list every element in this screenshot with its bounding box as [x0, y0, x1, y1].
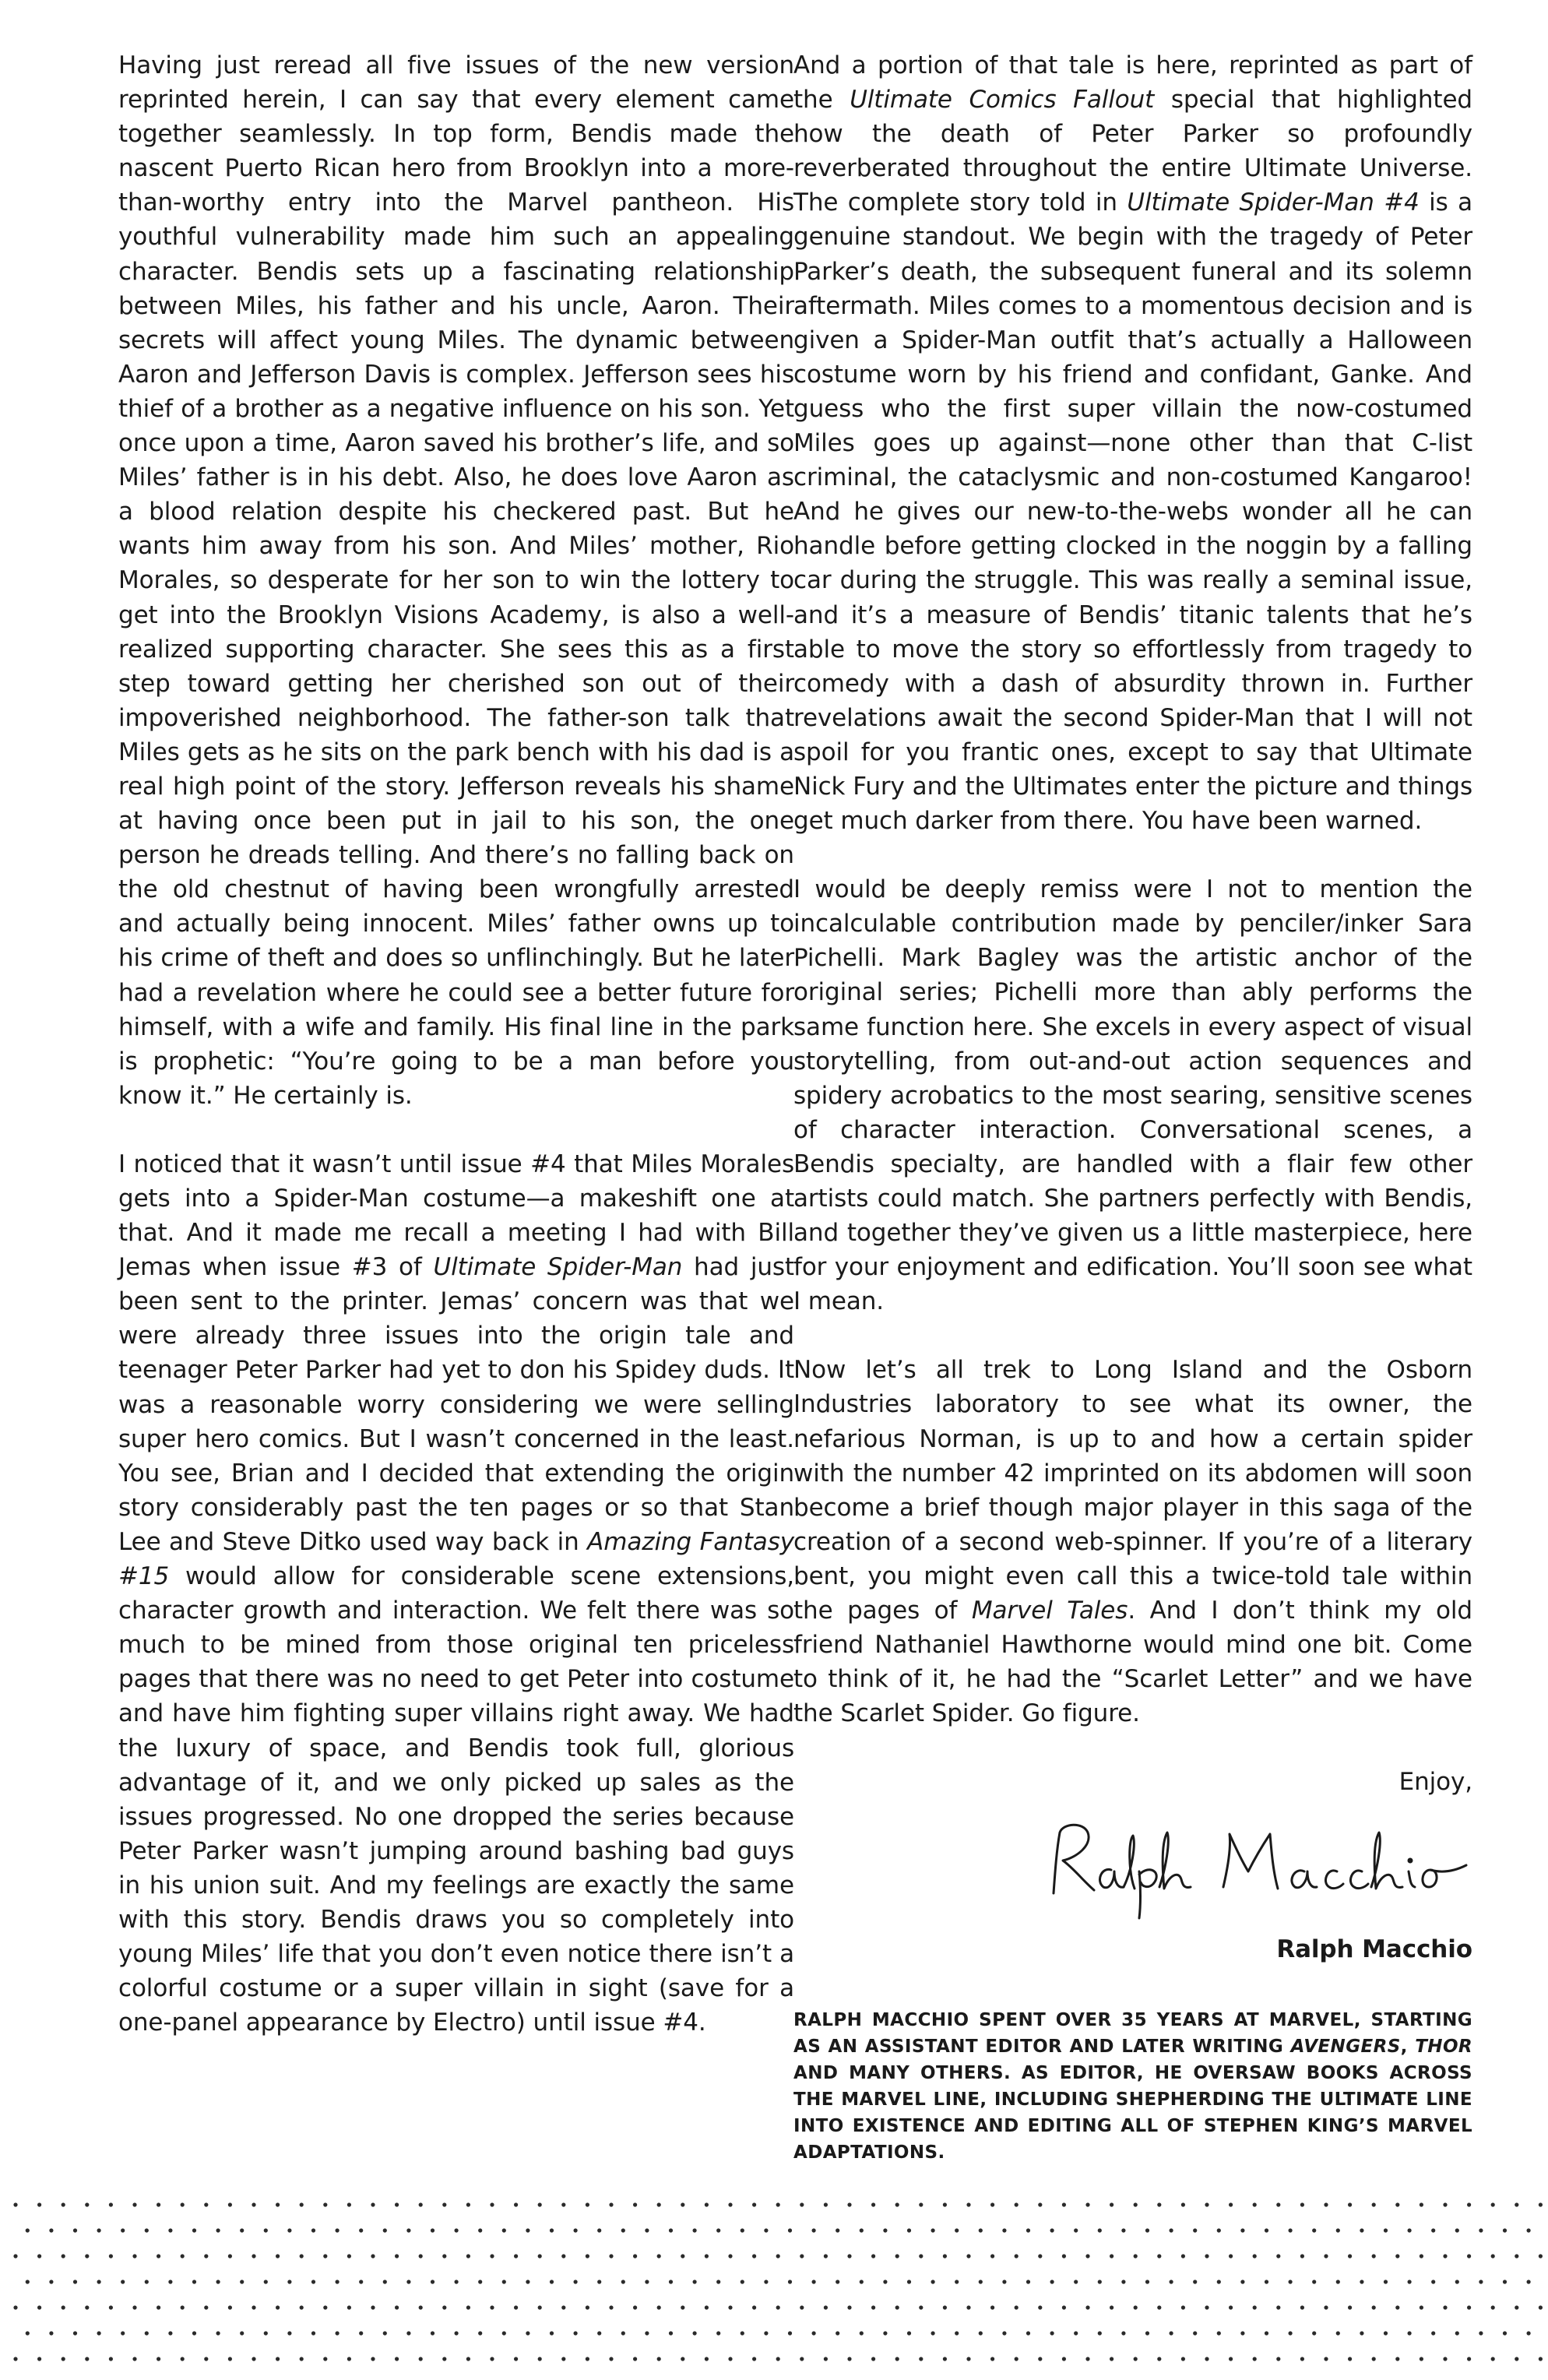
- book-title: AVENGERS: [1290, 2036, 1401, 2057]
- text-run: I noticed that it wasn’t until issue #4 that Miles Morales gets into a Spider-Man costume—a makeshift one at that. And it made me recall a meeting I had with Bill Jemas when issue #3 of: [118, 1150, 794, 1282]
- book-title: Marvel Tales: [971, 1597, 1128, 1625]
- text-run: And a portion of that tale is here, reprinted as part of the: [793, 51, 1472, 114]
- paragraph-right-2: I would be deeply remiss were I not to mention the incalculable contribution made by penciler/inker Sara Pichelli. Mark Bagley was the artistic anchor of the original series; Pichelli more than ably performs the same function here. She excels in every aspect of visual storytelling, from out-and-out action sequences and spidery acrobatics to the most searing, sensitive scenes of character interaction. Conversational scenes, a Bendis specialty, are handled with a flair few other artists could match. She partners perfectly with Bendis, and together they’ve given us a little masterpiece, here for your enjoyment and edification. You’ll soon see what I mean.: [793, 875, 1472, 1316]
- text-run: had just been sent to the printer. Jemas’ concern was that we were already three issues into the origin tale and teenager Peter Parker had yet to don his Spidey duds. It was a reasonable worry considering we were selling super hero comics. But I wasn’t concerned in the least. You see, Brian and I decided that extending the origin story considerably past the ten pages or so that Stan Lee and Steve Ditko used way back in: [118, 1253, 794, 1556]
- text-run: RALPH MACCHIO SPENT OVER 35 YEARS AT MARVEL, STARTING AS AN ASSISTANT EDITOR AND LATER WRITING: [793, 2009, 1472, 2057]
- text-run: . And I don’t think my old friend Nathaniel Hawthorne would mind one bit. Come to think of it, he had the “Scarlet Letter” and we have the Scarlet Spider. Go figure.: [793, 1597, 1473, 1728]
- right-column: [793, 48, 1472, 2166]
- paragraph-left-2: [118, 1147, 794, 2040]
- text-run: ,: [1400, 2036, 1416, 2057]
- paragraph-right-1: [793, 48, 1472, 838]
- book-title: THOR: [1415, 2036, 1473, 2057]
- halftone-dot-border: [0, 2200, 1548, 2380]
- signature: [1036, 1809, 1472, 1926]
- book-title: Ultimate Spider-Man: [433, 1253, 683, 1282]
- text-run: Now let’s all trek to Long Island and the Osborn Industries laboratory to see what its owner, the nefarious Norman, is up to and how a certain spider with the number 42 imprinted on its abdomen will soon become a brief though major player in this saga of the creation of a second web-spinner. If you’re of a literary bent, you might even call this a twice-told tale within the pages of: [793, 1356, 1472, 1625]
- book-title: Ultimate Spider-Man #4: [1127, 188, 1420, 217]
- left-column: [118, 48, 794, 2040]
- author-name: Ralph Macchio: [1276, 1935, 1472, 1963]
- text-run: AND MANY OTHERS. AS EDITOR, HE OVERSAW BOOKS ACROSS THE MARVEL LINE, INCLUDING SHEPHERDING THE ULTIMATE LINE INTO EXISTENCE AND EDITING ALL OF STEPHEN KING’S MARVEL ADAPTATIONS.: [793, 2062, 1472, 2163]
- paragraph-left-1: Having just reread all five issues of the new version reprinted herein, I can say that every element came together seamlessly. In top form, Bendis made the nascent Puerto Rican hero from Brooklyn into a more-than-worthy entry into the Marvel pantheon. His youthful vulnerability made him such an appealing character. Bendis sets up a fascinating relationship between Miles, his father and his uncle, Aaron. Their secrets will affect young Miles. The dynamic between Aaron and Jefferson Davis is complex. Jefferson sees his thief of a brother as a negative influence on his son. Yet once upon a time, Aaron saved his brother’s life, and so Miles’ father is in his debt. Also, he does love Aaron as a blood relation despite his checkered past. But he wants him away from his son. And Miles’ mother, Rio Morales, so desperate for her son to win the lottery to get into the Brooklyn Visions Academy, is also a well-realized supporting character. She sees this as a first step toward getting her cherished son out of their impoverished neighborhood. The father-son talk that Miles gets as he sits on the park bench with his dad is a real high point of the story. Jefferson reveals his shame at having once been put in jail to his son, the one person he dreads telling. And there’s no falling back on the old chestnut of having been wrongfully arrested and actually being innocent. Miles’ father owns up to his crime of theft and does so unflinchingly. But he later had a revelation where he could see a better future for himself, with a wife and family. His final line in the park is prophetic: “You’re going to be a man before you know it.” He certainly is.: [118, 51, 794, 1110]
- text-run: special that highlighted how the death of Peter Parker so profoundly reverberated throughout the entire Ultimate Universe. The complete story told in: [793, 86, 1472, 217]
- text-run: would allow for considerable scene extensions, character growth and interaction. We felt there was so much to be mined from those original ten priceless pages that there was no need to get Peter into costume and have him fighting super villains right away. We had the luxury of space, and Bendis took full, glorious advantage of it, and we only picked up sales as the issues progressed. No one dropped the series because Peter Parker wasn’t jumping around bashing bad guys in his union suit. And my feelings are exactly the same with this story. Bendis draws you so completely into young Miles’ life that you don’t even notice there isn’t a colorful costume or a super villain in sight (save for a one-panel appearance by Electro) until issue #4.: [118, 1562, 794, 2037]
- text-run: is a genuine standout. We begin with the tragedy of Peter Parker’s death, the subsequent funeral and its solemn aftermath. Miles comes to a momentous decision and is given a Spider-Man outfit that’s actually a Halloween costume worn by his friend and confidant, Ganke. And guess who the first super villain the now-costumed Miles goes up against—none other than that C-list criminal, the cataclysmic and non-costumed Kangaroo! And he gives our new-to-the-webs wonder all he can handle before getting clocked in the noggin by a falling car during the struggle. This was really a seminal issue, and it’s a measure of Bendis’ titanic talents that he’s able to move the story so effortlessly from tragedy to comedy with a dash of absurdity thrown in. Further revelations await the second Spider-Man that I will not spoil for you frantic ones, except to say that Ultimate Nick Fury and the Ultimates enter the picture and things get much darker from there. You have been warned.: [793, 188, 1473, 836]
- author-bio: [793, 2007, 1472, 2166]
- book-title: Ultimate Comics Fallout: [850, 86, 1155, 114]
- book-title: Amazing Fantasy #15: [118, 1527, 794, 1591]
- closing-salutation: Enjoy,: [1398, 1768, 1472, 1797]
- paragraph-right-3: [793, 1353, 1472, 1730]
